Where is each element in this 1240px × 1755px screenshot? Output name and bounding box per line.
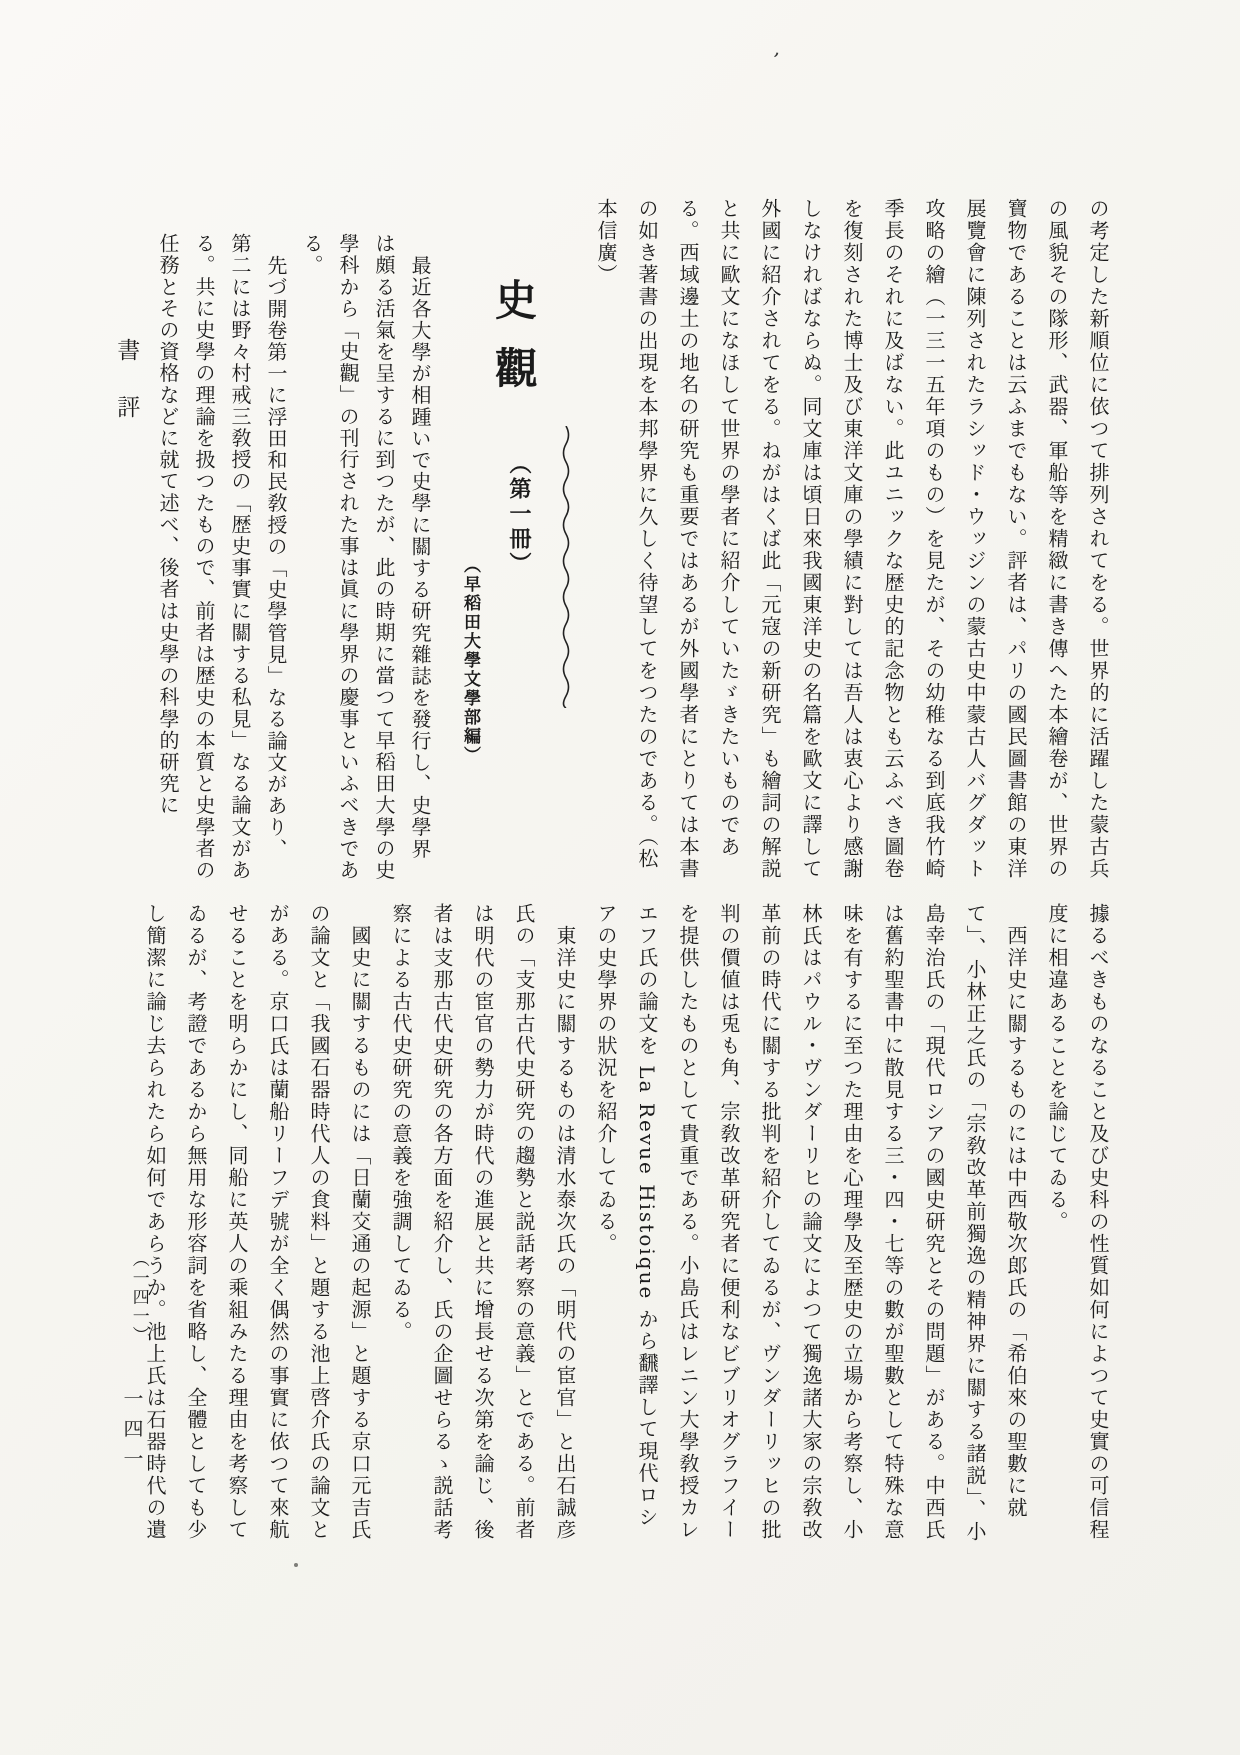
- previous-review-ending-text: の考定した新順位に依つて排列されてをる。世界的に活躍した蒙古兵の風貌その隊形、武器、軍船等を精緻に書き傳へた本繪卷が、世界の寶物であることは云ふまでもない。評者は、パリの國民圖書館の東洋展覽會に陳列されたラシッド・ウッジンの蒙古史中蒙古人バグダット攻略の繪（一三一五年項のもの）を見たが、その幼稚なる到底我竹崎季長のそれに及ばない。此ユニックな歴史的記念物とも云ふべき圖卷を復刻された博士及び東洋文庫の學績に對しては吾人は衷心より感謝しなければならぬ。同文庫は頃日來我國東洋史の名篇を歐文に譯して外國に紹介されてをる。ねがはくば此「元寇の新研究」も繪詞の解説と共に歐文になほして世界の學者に紹介していたゞきたいものである。西域邊土の地名の研究も重要ではあるが外國學者にとりては本書の如き著書の出現を本邦學界に久しく待望してをつたのである。（松本信廣）: [594, 198, 1110, 880]
- review-title-editor: （早稻田大學文學部編）: [460, 556, 480, 765]
- section-header: 書評: [113, 338, 140, 452]
- review-title-volume: （第一冊）: [506, 452, 532, 577]
- review-body-upper: [138, 233, 438, 881]
- scan-artifact-mark: ’: [769, 47, 781, 73]
- section-divider-squiggle: [560, 426, 572, 708]
- page-number-parenthesized: （一四一）: [128, 1250, 149, 1345]
- scan-artifact-dot: [294, 1563, 298, 1567]
- previous-review-ending: [570, 198, 1118, 882]
- review-paragraph: 國史に關するものには「日蘭交通の起源」と題する京口元吉氏の論文と「我國石器時代人の食料」と題する池上啓介氏の論文とがある。京口氏は蘭船リーフデ號が全く偶然の事實に依つて來航せることを明らかにし、同船に英人の乘組みたる理由を考察してゐるが、考證であるから無用な形容詞を省略し、全體としても少し簡潔に論じ去られたら如何であらうか。池上氏は石器時代の遺: [143, 903, 372, 1541]
- review-paragraph: 東洋史に關するものは清水泰次氏の「明代の宦官」と出石誠彦氏の「支那古代史研究の趨勢と説話考察の意義」とである。前者は明代の宦官の勢力が時代の進展と共に增長せる次第を論じ、後者は支那古代史研究の各方面を紹介し、氏の企圖せらるゝ説話考察による古代史研究の意義を強調してゐる。: [389, 903, 577, 1541]
- review-paragraph: 最近各大學が相踵いで史學に關する研究雜誌を發行し、史學界は頗る活氣を呈するに到つたが、此の時期に當つて早稻田大學の史學科から「史觀」の刊行された事は眞に學界の慶事といふべきである。: [300, 233, 432, 881]
- review-body-lower: [118, 903, 1118, 1543]
- review-title: 史觀: [489, 278, 538, 414]
- review-paragraph-continuation: 據るべきものなること及び史科の性質如何によつて史實の可信程度に相違あることを論じてゐる。: [1045, 903, 1110, 1541]
- review-paragraph: 西洋史に關するものには中西敬次郎氏の「希伯來の聖數に就て」、小林正之氏の「宗敎改革前獨逸の精神界に關する諸説」、小島幸治氏の「現代ロシアの國史研究とその問題」がある。中西氏は舊約聖書中に散見する三・四・七等の數が聖數として特殊な意味を有するに至つた理由を心理學及至歴史の立場から考察し、小林氏はパウル・ヴンダーリヒの論文によつて獨逸諸大家の宗敎改革前の時代に關する批判を紹介してゐるが、ヴンダーリッヒの批判の價値は兎も角、宗敎改革研究者に便利なビブリオグラフイーを提供したものとして貴重である。小島氏はレニン大學敎授カレエフ氏の論文を La Revue Histoique から飜譯して現代ロシアの史學界の狀況を紹介してゐる。: [594, 903, 1028, 1543]
- page-number: 一四一: [120, 1388, 144, 1478]
- review-paragraph: 先づ開卷第一に浮田和民敎授の「史學管見」なる論文があり、第二には野々村戒三敎授の「歴史事實に關する私見」なる論文がある。共に史學の理論を扱つたもので、前者は歴史の本質と史學者の任務とその資格などに就て述べ、後者は史學の科學的研究に: [156, 233, 288, 881]
